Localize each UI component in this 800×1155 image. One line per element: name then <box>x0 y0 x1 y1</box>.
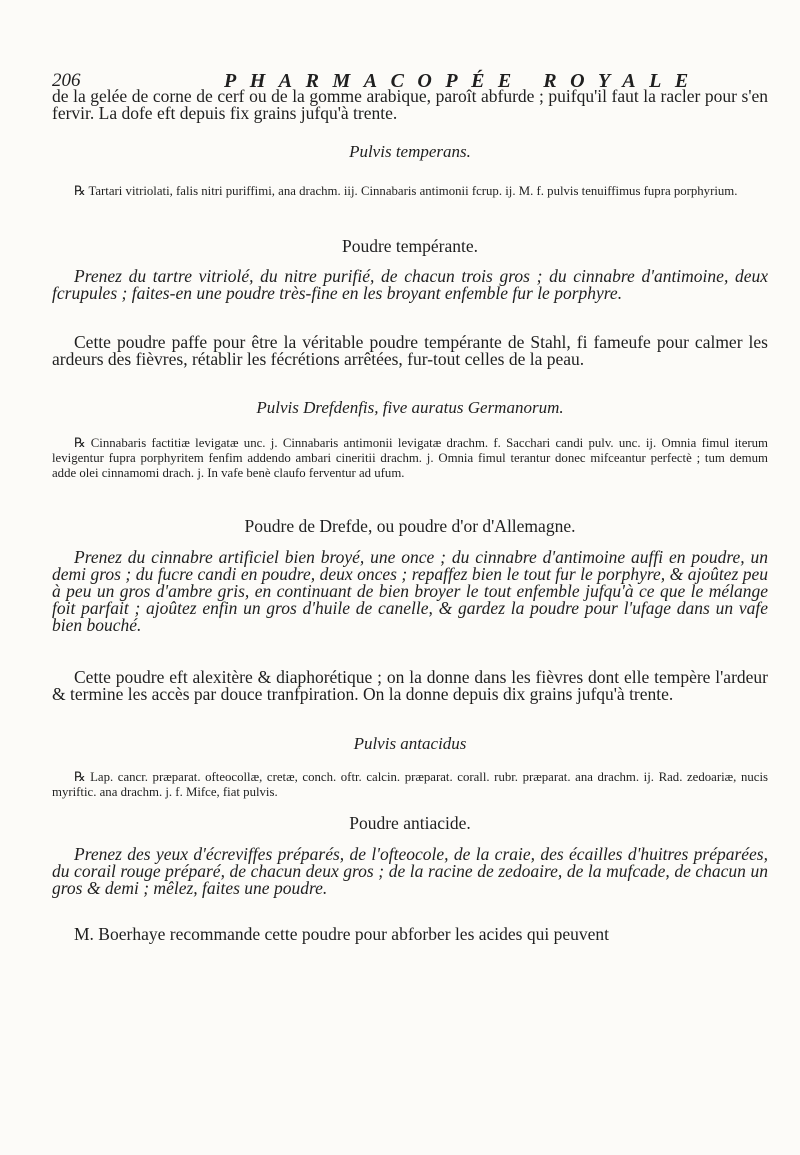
paragraph-gelee: de la gelée de corne de cerf ou de la gomme arabique, paroît abfurde ; puifqu'il faut la racler pour s'en fervir. La dofe eft depuis fix grains jufqu'à trente. <box>52 86 768 123</box>
heading-pulvis-antacidus: Pulvis antacidus <box>353 734 467 753</box>
heading-poudre-drefde: Poudre de Drefde, ou poudre d'or d'Allemagne. <box>244 516 576 536</box>
recipe-poudre-antiacide: Prenez des yeux d'écreviffes préparés, de l'ofteocole, de la craie, des écailles d'huitres préparées, du corail rouge préparé, de chacun deux gros ; de la racine de zedoaire, de la mufcade, de chacun un gros & demi ; mêlez, faites une poudre. <box>52 844 768 898</box>
heading-poudre-antiacide: Poudre antiacide. <box>349 813 471 833</box>
paragraph-alexitere: Cette poudre eft alexitère & diaphorétique ; on la donne dans les fièvres dont elle tempère l'ardeur & termine les accès par douce tranfpiration. On la donne depuis dix grains jufqu'à trente. <box>52 667 768 704</box>
recipe-poudre-temperante: Prenez du tartre vitriolé, du nitre purifié, de chacun trois gros ; du cinnabre d'antimoine, deux fcrupules ; faites-en une poudre très-fine en les broyant enfemble fur le porphyre. <box>52 266 768 303</box>
heading-pulvis-drefdenfis: Pulvis Drefdenfis, five auratus Germanorum. <box>256 398 564 417</box>
latin-recipe-temperans: ℞ Tartari vitriolati, falis nitri puriffimi, ana drachm. iij. Cinnabaris antimonii fcrup. ij. M. f. pulvis tenuiffimus fupra porphyrium. <box>74 184 738 198</box>
latin-recipe-antacidus: ℞ Lap. cancr. præparat. ofteocollæ, cretæ, conch. oftr. calcin. præparat. corall. rubr. præparat. ana drachm. ij. Rad. zedoariæ, nucis myriftic. ana drachm. j. f. Mifce, fiat pulvis. <box>52 770 768 799</box>
heading-pulvis-temperans: Pulvis temperans. <box>349 142 471 161</box>
running-title: PHARMACOPÉE ROYALE <box>224 70 702 92</box>
paragraph-stahl: Cette poudre paffe pour être la véritable poudre tempérante de Stahl, fi fameufe pour calmer les ardeurs des fièvres, rétablir les fécrétions arrêtées, fur-tout celles de la peau. <box>52 332 768 369</box>
latin-recipe-drefdenfis: ℞ Cinnabaris factitiæ levigatæ unc. j. Cinnabaris antimonii levigatæ drachm. f. Sacchari candi pulv. unc. ij. Omnia fimul iterum levigentur fupra porphyritem fenfim addendo ambari cineritii drachm. j. Omnia fimul terantur donec mifceantur perfectè ; tum demum adde olei cinnamomi drach. j. In vafe benè claufo ferventur ad ufum. <box>52 436 768 480</box>
page-number: 206 <box>52 70 81 91</box>
heading-poudre-temperante: Poudre tempérante. <box>341 236 479 256</box>
paragraph-boerhaye: M. Boerhaye recommande cette poudre pour abforber les acides qui peuvent <box>74 924 609 944</box>
recipe-poudre-drefde: Prenez du cinnabre artificiel bien broyé, une once ; du cinnabre d'antimoine auffi en poudre, un demi gros ; du fucre candi en poudre, deux onces ; repaffez bien le tout fur le porphyre, & ajoûtez peu à peu un gros d'ambre gris, en continuant de bien broyer le tout enfemble jufqu'à ce que le mélange foit parfait ; ajoûtez enfin un gros d'huile de canelle, & gardez la poudre pour l'ufage dans un vafe bien bouché. <box>52 547 768 635</box>
